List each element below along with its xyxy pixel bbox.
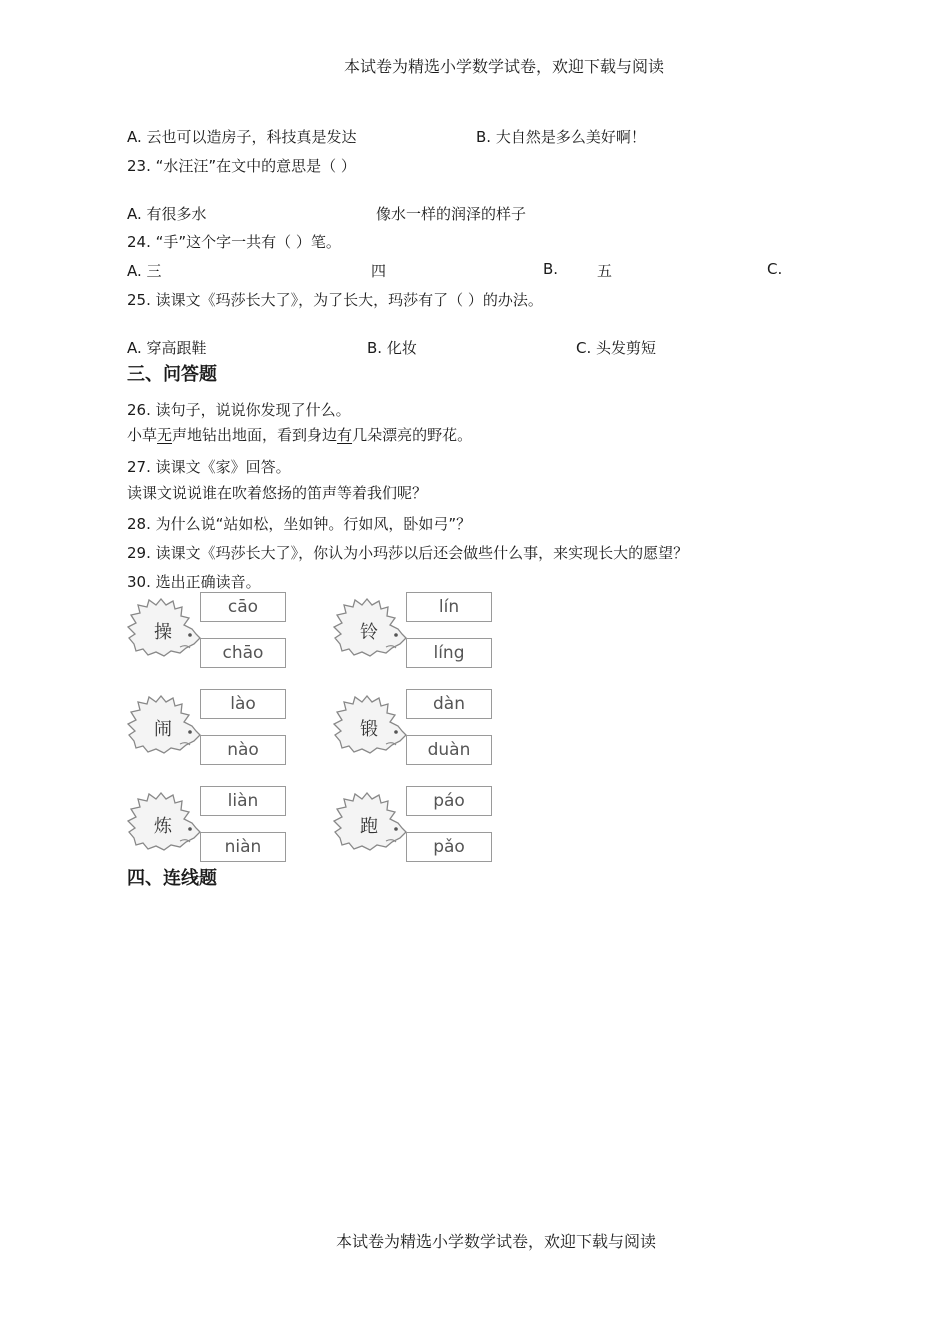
q22-option-a[interactable]: A. 云也可以造房子，科技真是发达 [127, 128, 357, 146]
q27-question: 27. 读课文《家》回答。 [127, 458, 291, 476]
hanzi: 跑 [360, 816, 378, 837]
q25-option-c[interactable]: C. 头发剪短 [576, 339, 657, 357]
hanzi: 炼 [154, 816, 172, 837]
q23-option-a[interactable]: A. 有很多水 [127, 205, 207, 223]
q26-s5: 几朵漂亮的野花。 [352, 426, 473, 444]
pinyin-option[interactable]: cāo [200, 592, 286, 622]
q26-s1: 小草 [127, 426, 158, 444]
q26-underlined-2: 有 [337, 426, 353, 444]
pinyin-item [126, 786, 336, 874]
hanzi: 铃 [360, 622, 378, 643]
pinyin-item [332, 689, 542, 777]
q25-option-a[interactable]: A. 穿高跟鞋 [127, 339, 207, 357]
hanzi: 闹 [154, 719, 172, 740]
q24-option-b-letter: B. [543, 260, 559, 278]
q26-s3: 声地钻出地面，看到身边 [172, 426, 338, 444]
q24-option-c-letter: C. [767, 260, 783, 278]
pinyin-item [126, 689, 336, 777]
q23-option-b[interactable]: 像水一样的润泽的样子 [376, 205, 527, 223]
q24-option-c-text[interactable]: 五 [597, 262, 613, 280]
q25-question: 25. 读课文《玛莎长大了》，为了长大，玛莎有了（ ）的办法。 [127, 291, 543, 309]
pinyin-option[interactable]: chāo [200, 638, 286, 668]
q27-line2: 读课文说说谁在吹着悠扬的笛声等着我们呢？ [127, 484, 428, 502]
q24-option-b-text[interactable]: 四 [371, 262, 387, 280]
pinyin-option[interactable]: duàn [406, 735, 492, 765]
hanzi: 操 [154, 622, 172, 643]
pinyin-option[interactable]: páo [406, 786, 492, 816]
page-footer: 本试卷为精选小学数学试卷，欢迎下载与阅读 [336, 1232, 657, 1251]
pinyin-option[interactable]: lào [200, 689, 286, 719]
q30-question: 30. 选出正确读音。 [127, 573, 261, 591]
pinyin-item [332, 786, 542, 874]
q26-sentence [127, 424, 472, 445]
pinyin-option[interactable]: nào [200, 735, 286, 765]
section-title-matching: 四、连线题 [127, 868, 217, 889]
hanzi: 锻 [360, 719, 378, 740]
q22-option-b[interactable]: B. 大自然是多么美好啊！ [476, 128, 646, 146]
page-header: 本试卷为精选小学数学试卷，欢迎下载与阅读 [344, 57, 665, 76]
pinyin-item [126, 592, 336, 680]
pinyin-option[interactable]: lín [406, 592, 492, 622]
q26-question: 26. 读句子，说说你发现了什么。 [127, 401, 351, 419]
pinyin-option[interactable]: dàn [406, 689, 492, 719]
q29-question: 29. 读课文《玛莎长大了》，你认为小玛莎以后还会做些什么事，来实现长大的愿望？ [127, 544, 689, 562]
pinyin-option[interactable]: liàn [200, 786, 286, 816]
q23-question: 23. “水汪汪”在文中的意思是（ ） [127, 157, 356, 175]
pinyin-item [332, 592, 542, 680]
q26-underlined-1: 无 [157, 426, 173, 444]
q25-option-b[interactable]: B. 化妆 [367, 339, 417, 357]
section-title-qa: 三、问答题 [127, 364, 217, 385]
q24-question: 24. “手”这个字一共有（ ）笔。 [127, 233, 341, 251]
q24-option-a[interactable]: A. 三 [127, 262, 162, 280]
q28-question: 28. 为什么说“站如松，坐如钟。行如风，卧如弓”？ [127, 515, 472, 533]
pinyin-option[interactable]: líng [406, 638, 492, 668]
pinyin-option[interactable]: pǎo [406, 832, 492, 862]
pinyin-option[interactable]: niàn [200, 832, 286, 862]
